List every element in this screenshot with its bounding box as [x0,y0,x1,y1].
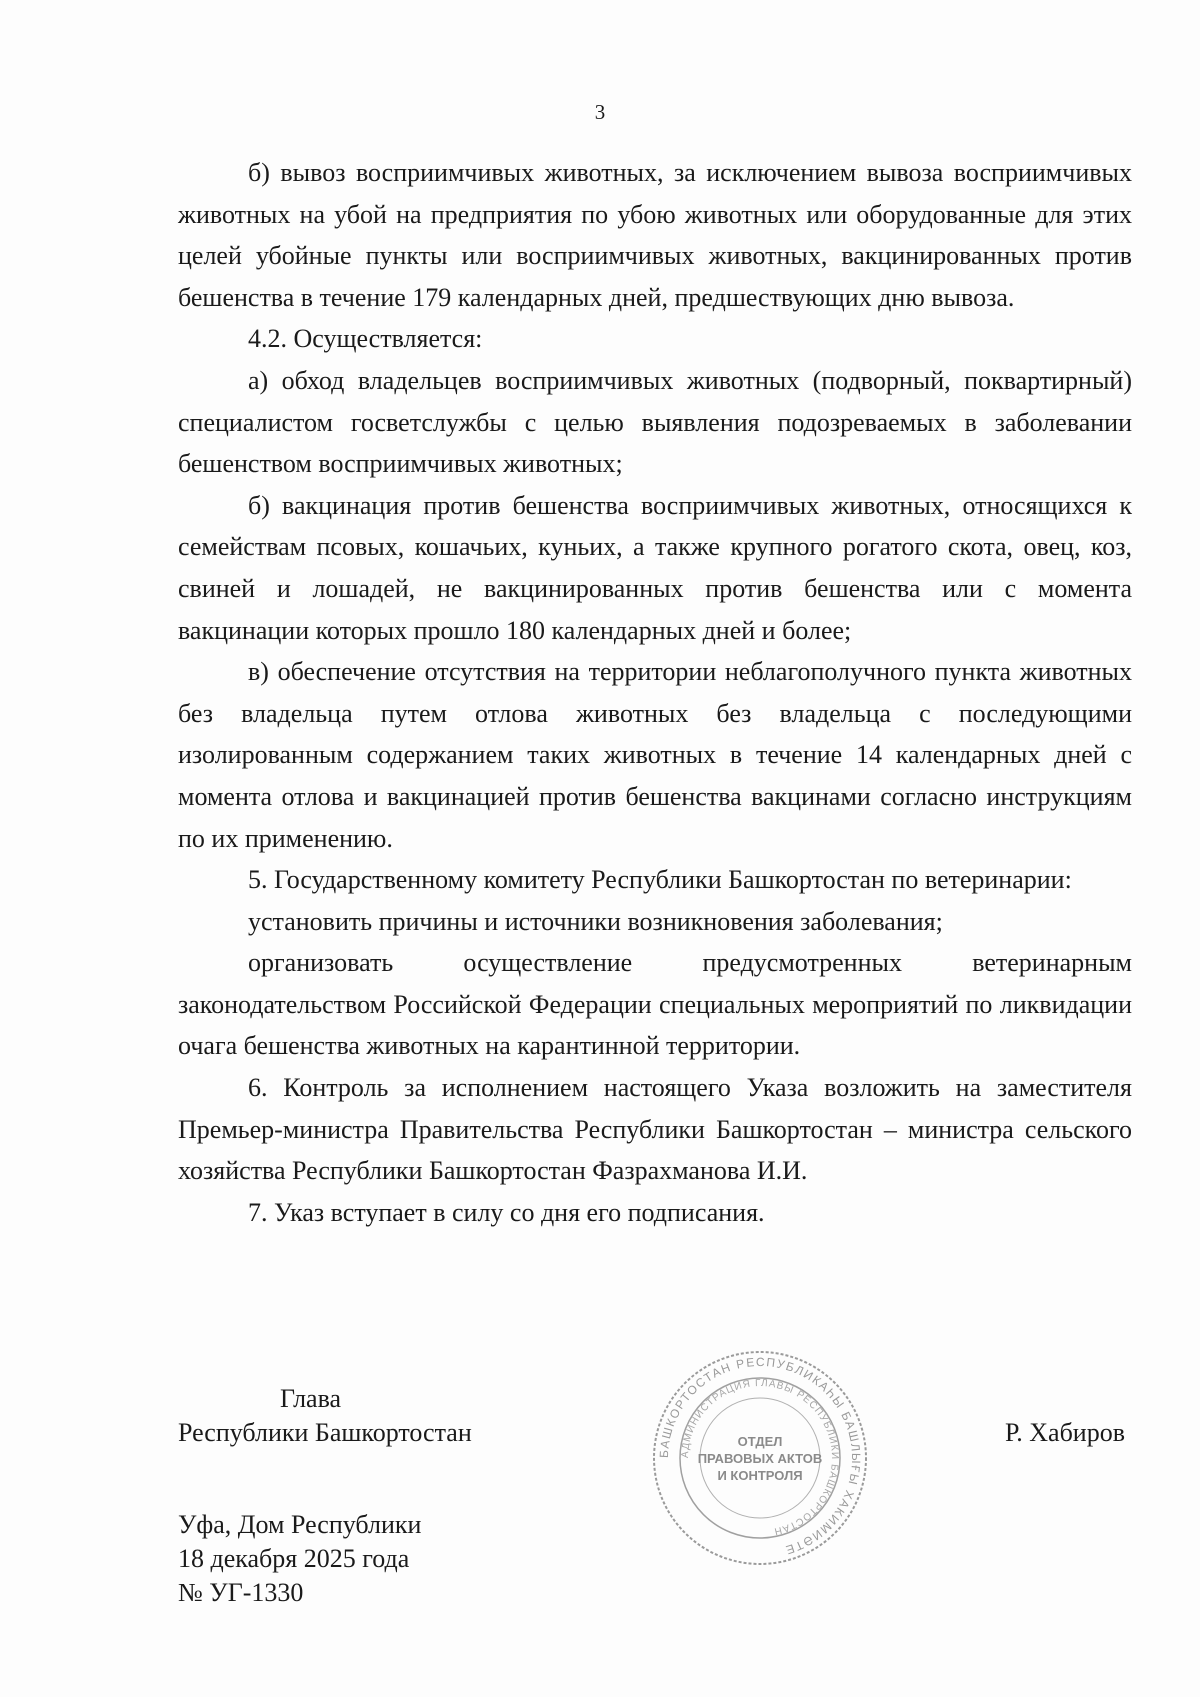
stamp-center-line2: ПРАВОВЫХ АКТОВ [697,1451,823,1466]
document-number: № УГ-1330 [178,1578,304,1607]
paragraph-v-stray-animals: в) обеспечение отсутствия на территории неблагополучного пункта животных без владельца путем отлова животных без владельца с последующими изолированным содержанием таких животных в течение 14 календарных дней с момента отлова и вакцинацией против бешенства вакцинами согласно инструкциям по их применению. [178,657,1132,853]
paragraph-b-vaccination: б) вакцинация против бешенства восприимчивых животных, относящихся к семействам псовых, кошачьих, куньих, а также крупного рогатого скота, овец, коз, свиней и лошадей, не вакцинированных против бешенства или с момента вакцинации которых прошло 180 календарных дней и более; [178,490,1132,645]
signing-place: Уфа, Дом Республики [178,1510,422,1539]
paragraph-4-2: 4.2. Осуществляется: [248,324,483,354]
signatory-name: Р. Хабиров [1005,1418,1125,1447]
stamp-center-line3: И КОНТРОЛЯ [717,1468,803,1483]
signatory-title-line2: Республики Башкортостан [178,1418,472,1447]
official-stamp [650,1348,870,1568]
document-body [178,152,1132,1233]
page-number: 3 [594,100,606,124]
stamp-center-line1: ОТДЕЛ [737,1434,783,1449]
paragraph-b-export: б) вывоз восприимчивых животных, за исключением вывоза восприимчивых животных на убой на предприятия по убою животных или оборудованные для этих целей убойные пункты или восприимчивых животных, вакцинированных против бешенства в течение 179 календарных дней, предшествующих дню вывоза. [178,158,1132,312]
paragraph-a-owners: а) обход владельцев восприимчивых животных (подворный, поквартирный) специалистом госветслужбы с целью выявления подозреваемых в заболевании бешенством восприимчивых животных; [178,365,1132,479]
paragraph-7-effective: 7. Указ вступает в силу со дня его подписания. [248,1197,765,1227]
paragraph-6-control: 6. Контроль за исполнением настоящего Указа возложить на заместителя Премьер-министра Правительства Республики Башкортостан – министра сельского хозяйства Республики Башкортостан Фазрахманова И.И. [178,1073,1132,1186]
signatory-title-line1: Глава [280,1384,342,1413]
stamp-outer-text: БАШКОРТОСТАН РЕСПУБЛИКАҺЫ БАШЛЫҒЫ ХАКИМИӘТЕ [656,1354,864,1558]
paragraph-5-committee: 5. Государственному комитету Республики Башкортостан по ветеринарии: [248,865,1072,895]
paragraph-establish-causes: установить причины и источники возникновения заболевания; [248,906,943,936]
signing-date: 18 декабря 2025 года [178,1544,410,1573]
paragraph-organize-measures: организовать осуществление предусмотренных ветеринарным законодательством Российской Федерации специальных мероприятий по ликвидации очага бешенства животных на карантинной территории. [178,948,1132,1061]
stamp-inner-ring-text: АДМИНИСТРАЦИЯ ГЛАВЫ РЕСПУБЛИКИ БАШКОРТОСТАН [679,1377,841,1537]
